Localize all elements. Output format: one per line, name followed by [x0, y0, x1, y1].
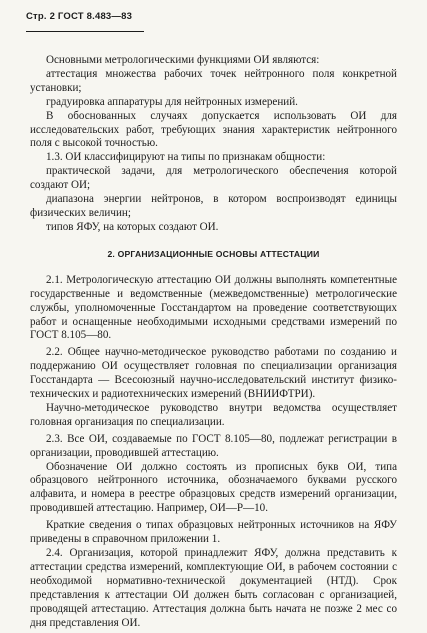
paragraph: 2.4. Организация, которой принадлежит ЯФУ, должна представить к аттестации средства измерений, комплектующие ОИ, в рабочем состоянии с необходимой нормативно-технической документацией (НТД). Срок представления к аттестации ОИ должен быть согласован с организацией, проводящей аттестацию. Аттестация должна быть начата не позже 2 мес со дня представления ОИ. — [30, 547, 397, 629]
paragraph: 2.1. Метрологическую аттестацию ОИ должны выполнять компетентные государственные и ведомственные (межведомственные) метрологические службы, уполномоченные Госстандартом на проведение соответствующих работ и оснащенные необходимыми исходными средствами измерений по ГОСТ 8.105—80. — [30, 273, 397, 342]
header-rule — [26, 31, 144, 32]
paragraph: В обоснованных случаях допускается использовать ОИ для исследовательских работ, требующих знания характеристик нейтронного поля с высокой точностью. — [30, 109, 397, 150]
page-header — [26, 10, 397, 36]
paragraph: градуировка аппаратуры для нейтронных измерений. — [46, 95, 298, 108]
paragraph: 2.2. Общее научно-методическое руководство работами по созданию и поддержанию ОИ осуществляет головная по специализации организация Госстандарта — Всесоюзный научно-исследовательский институт физико-технических и радиотехнических измерений (ВНИИФТРИ). — [30, 346, 397, 401]
paragraph: Научно-методическое руководство внутри ведомства осуществляет головная организация по специализации. — [30, 401, 397, 428]
paragraph: 2.3. Все ОИ, создаваемые по ГОСТ 8.105—80, подлежат регистрации в организации, проводившей аттестацию. — [30, 432, 397, 459]
section-2-body — [30, 274, 397, 631]
page-header-text: Стр. 2 ГОСТ 8.483—83 — [26, 11, 133, 22]
paragraph: диапазона энергии нейтронов, в котором воспроизводят единицы физических величин; — [30, 193, 397, 219]
section-1-continuation — [30, 54, 397, 235]
paragraph: Краткие сведения о типах образцовых нейтронных источников на ЯФУ приведены в справочном приложении 1. — [30, 519, 397, 546]
paragraph: типов ЯФУ, на которых создают ОИ. — [46, 220, 219, 233]
paragraph: Основными метрологическими функциями ОИ являются: — [46, 54, 320, 66]
paragraph: Обозначение ОИ должно состоять из прописных букв ОИ, типа образцового нейтронного источника, обозначаемого буквами русского алфавита, и номера в реестре образцовых средств измерений организации, проводившей аттестацию. Например, ОИ—Р—10. — [30, 460, 397, 515]
paragraph: 1.3. ОИ классифицируют на типы по признакам общности: — [46, 151, 326, 164]
section-heading: 2. ОРГАНИЗАЦИОННЫЕ ОСНОВЫ АТТЕСТАЦИИ — [107, 248, 320, 259]
paragraph: практической задачи, для метрологического обеспечения которой создают ОИ; — [30, 165, 397, 192]
paragraph: аттестация множества рабочих точек нейтронного поля конкретной установки; — [30, 67, 397, 94]
